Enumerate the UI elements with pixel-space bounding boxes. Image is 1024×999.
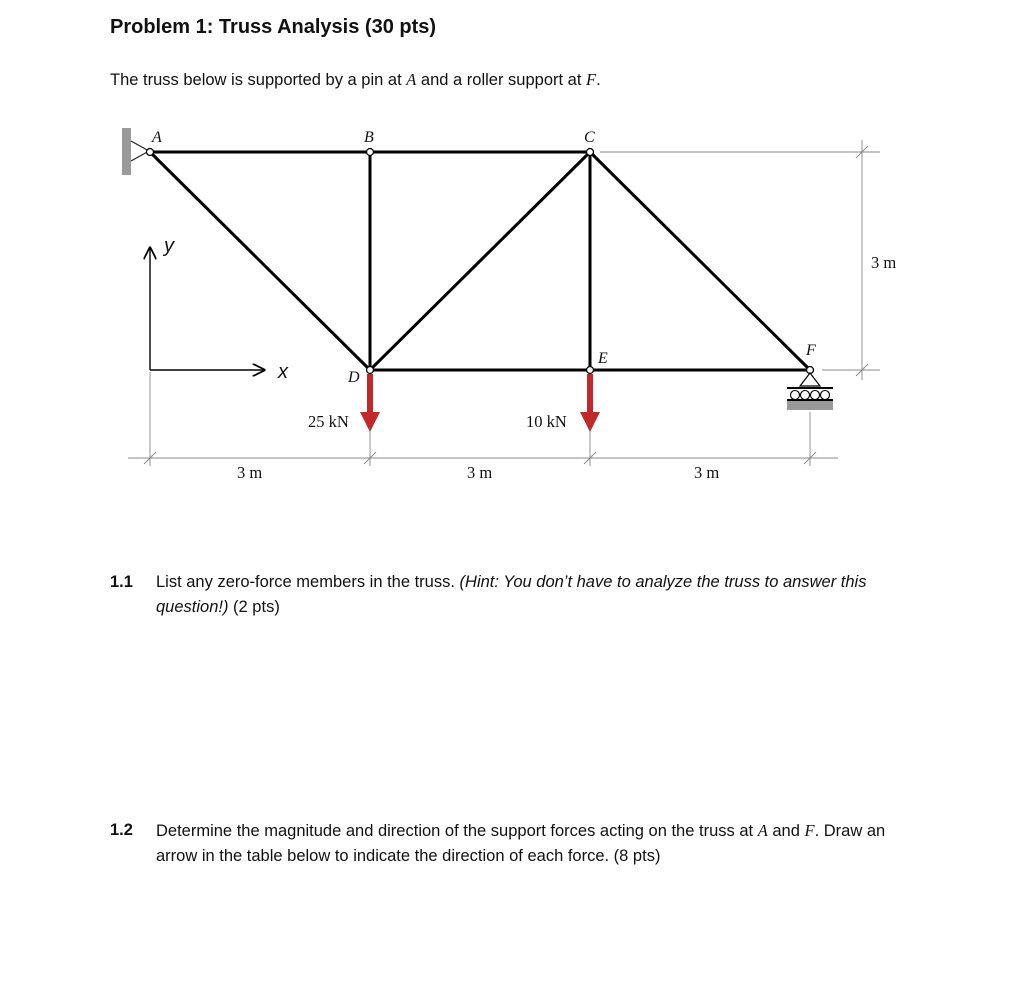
question-1-2-text-2: and (767, 822, 805, 840)
question-1-2-node-a: A (757, 821, 768, 840)
question-1-1-points: (2 pts) (228, 598, 280, 616)
node-label-d: D (348, 369, 360, 386)
dim-label-span1: 3 m (237, 463, 263, 482)
intro-text-1: The truss below is supported by a pin at (110, 71, 407, 89)
member-ad (150, 152, 370, 370)
question-1-2-text-3: . Draw an arrow in the table below to indicate the direction of each force. (8 pts) (156, 822, 886, 865)
roller-support-f (787, 373, 833, 410)
node-label-b: B (364, 129, 374, 146)
load-arrow-d-head (360, 412, 380, 432)
node-label-e: E (598, 350, 608, 367)
joint-e (587, 367, 594, 374)
wall-support (122, 128, 131, 175)
joint-b (367, 149, 374, 156)
question-text (156, 818, 916, 869)
question-1-1-text: List any zero-force members in the truss. (156, 573, 460, 591)
intro-node-f: F (586, 70, 597, 89)
question-1-1-hint: (Hint: You don’t have to analyze the truss to answer this question!) (156, 573, 867, 616)
load-label-e: 10 kN (526, 412, 567, 431)
question-number: 1.2 (110, 821, 133, 839)
load-arrow-e-head (580, 412, 600, 432)
intro-node-a: A (406, 70, 417, 89)
dim-label-span3: 3 m (694, 463, 720, 482)
question-1-2-text-1: Determine the magnitude and direction of the support forces acting on the truss at (156, 822, 758, 840)
truss-members (150, 152, 810, 370)
dim-label-span2: 3 m (467, 463, 493, 482)
member-dc (370, 152, 590, 370)
node-label-c: C (584, 129, 595, 146)
dim-label-height: 3 m (871, 253, 897, 272)
axis-label-x: x (278, 361, 288, 383)
dimension-lines (128, 140, 880, 466)
joint-d (367, 367, 374, 374)
node-label-f: F (806, 342, 816, 359)
question-text (156, 570, 916, 620)
question-number: 1.1 (110, 573, 133, 591)
problem-title: Problem 1: Truss Analysis (30 pts) (110, 16, 437, 38)
intro-text-2: and a roller support at (416, 71, 587, 89)
question-1-2-node-f: F (804, 821, 815, 840)
axis-label-y: y (164, 235, 174, 257)
node-label-a: A (152, 129, 162, 146)
joint-c (587, 149, 594, 156)
load-label-d: 25 kN (308, 412, 349, 431)
load-arrow-d-shaft (367, 374, 373, 414)
load-arrow-e-shaft (587, 374, 593, 414)
coordinate-axes (150, 248, 264, 370)
intro-text-3: . (596, 71, 601, 89)
joint-a (147, 149, 154, 156)
member-cf (590, 152, 810, 370)
